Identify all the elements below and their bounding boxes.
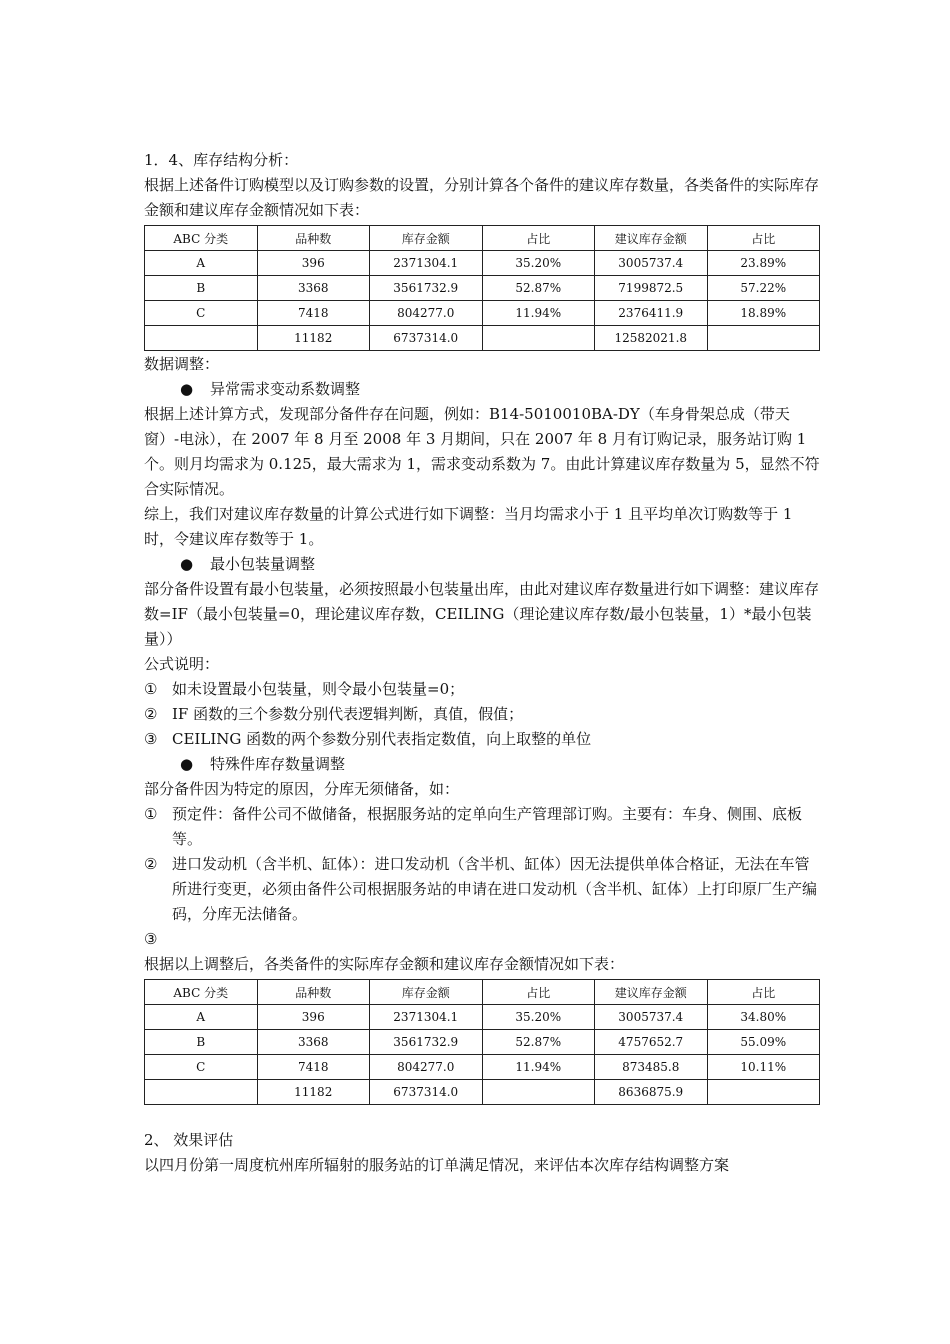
table-cell: 2376411.9	[595, 301, 708, 326]
list-number: ①	[144, 680, 158, 698]
bullet-item	[144, 552, 820, 577]
paragraph: 部分备件因为特定的原因，分库无须储备，如：	[144, 780, 460, 798]
paragraph: 以四月份第一周度杭州库所辐射的服务站的订单满足情况，来评估本次库存结构调整方案	[144, 1156, 730, 1174]
table-cell: 35.20%	[482, 251, 595, 276]
table-row	[145, 1055, 820, 1080]
table-cell: 11182	[257, 326, 370, 351]
table-cell: 11.94%	[482, 301, 595, 326]
table-cell	[145, 326, 258, 351]
table-cell	[707, 1080, 820, 1105]
list-text	[172, 927, 820, 952]
table-header-cell: 库存金额	[370, 226, 483, 251]
list-item	[144, 852, 820, 927]
table-row	[145, 301, 820, 326]
table-row	[145, 276, 820, 301]
table-cell: 3561732.9	[370, 1030, 483, 1055]
list-item	[144, 677, 820, 702]
table-cell	[145, 1080, 258, 1105]
table-total-row	[145, 1080, 820, 1105]
table-header-cell: 品种数	[257, 226, 370, 251]
table-cell: 3005737.4	[595, 251, 708, 276]
table-header-row	[145, 980, 820, 1005]
table-cell: 35.20%	[482, 1005, 595, 1030]
list-item	[144, 727, 820, 752]
table-row	[145, 251, 820, 276]
section-heading: 2、 效果评估	[144, 1131, 234, 1149]
table-header-cell: 占比	[707, 226, 820, 251]
table-cell: 12582021.8	[595, 326, 708, 351]
table-cell	[707, 326, 820, 351]
paragraph: 根据以上调整后，各类备件的实际库存金额和建议库存金额情况如下表：	[144, 955, 625, 973]
table-cell: 873485.8	[595, 1055, 708, 1080]
table-header-cell: ABC 分类	[145, 980, 258, 1005]
spacer	[144, 1106, 820, 1128]
intro-paragraph: 根据上述备件订购模型以及订购参数的设置，分别计算各个备件的建议库存数量，各类备件的实际库存金额和建议库存金额情况如下表：	[144, 176, 820, 219]
bullet-label: 异常需求变动系数调整	[210, 380, 361, 398]
table-cell: 4757652.7	[595, 1030, 708, 1055]
table-cell: 57.22%	[707, 276, 820, 301]
list-item	[144, 702, 820, 727]
list-text: IF 函数的三个参数分别代表逻辑判断，真值，假值；	[172, 705, 524, 723]
table-cell: 6737314.0	[370, 1080, 483, 1105]
table-cell: 55.09%	[707, 1030, 820, 1055]
table-cell: 2371304.1	[370, 1005, 483, 1030]
table-cell: A	[145, 251, 258, 276]
inventory-table-1	[144, 225, 820, 351]
table-cell: 23.89%	[707, 251, 820, 276]
table-cell	[482, 326, 595, 351]
table-header-cell: 占比	[482, 980, 595, 1005]
paragraph: 根据上述计算方式，发现部分备件存在问题，例如：B14-5010010BA-DY（车身骨架总成（带天窗）-电泳），在 2007 年 8 月至 2008 年 3 月期间，只在 2007 年 8 月有订购记录，服务站订购 1 个。则月均需求为 0.125，最大需求为 1，需求变动系数为 7。由此计算建议库存数量为 5，显然不符合实际情况。	[144, 405, 820, 498]
list-text: 预定件：备件公司不做储备，根据服务站的定单向生产管理部订购。主要有：车身、侧围、底板等。	[172, 805, 803, 848]
table-cell: 3005737.4	[595, 1005, 708, 1030]
table-cell: 52.87%	[482, 276, 595, 301]
list-number: ②	[144, 855, 158, 873]
list-text: 进口发动机（含半机、缸体）：进口发动机（含半机、缸体）因无法提供单体合格证，无法在车管所进行变更，必须由备件公司根据服务站的申请在进口发动机（含半机、缸体）上打印原厂生产编码，分库无法储备。	[172, 855, 818, 923]
table-cell: A	[145, 1005, 258, 1030]
table-cell: C	[145, 1055, 258, 1080]
list-item	[144, 802, 820, 852]
table-cell: 396	[257, 1005, 370, 1030]
table-cell: 11182	[257, 1080, 370, 1105]
paragraph: 部分备件设置有最小包装量，必须按照最小包装量出库，由此对建议库存数量进行如下调整：建议库存数=IF（最小包装量=0，理论建议库存数，CEILING（理论建议库存数/最小包装量，1）*最小包装量））	[144, 580, 820, 648]
table-cell: 804277.0	[370, 301, 483, 326]
table-row	[145, 1030, 820, 1055]
paragraph: 综上，我们对建议库存数量的计算公式进行如下调整：当月均需求小于 1 且平均单次订购数等于 1 时，令建议库存数等于 1。	[144, 505, 793, 548]
table-cell	[482, 1080, 595, 1105]
table-cell: 804277.0	[370, 1055, 483, 1080]
bullet-item	[144, 752, 820, 777]
table-cell: 34.80%	[707, 1005, 820, 1030]
list-number: ①	[144, 805, 158, 823]
bullet-dot-icon: ●	[180, 555, 194, 573]
table-cell: 3368	[257, 276, 370, 301]
list-item	[144, 927, 820, 952]
section-heading: 1．4、库存结构分析：	[144, 151, 299, 169]
table-cell: 396	[257, 251, 370, 276]
table-header-cell: 占比	[707, 980, 820, 1005]
list-number: ③	[144, 930, 158, 948]
list-text: CEILING 函数的两个参数分别代表指定数值，向上取整的单位	[172, 730, 592, 748]
table-cell: 18.89%	[707, 301, 820, 326]
bullet-label: 特殊件库存数量调整	[210, 755, 346, 773]
table-header-row	[145, 226, 820, 251]
table-cell: 3368	[257, 1030, 370, 1055]
table-cell: 7418	[257, 1055, 370, 1080]
table-header-cell: 占比	[482, 226, 595, 251]
table-cell: 52.87%	[482, 1030, 595, 1055]
table-cell: 7199872.5	[595, 276, 708, 301]
list-number: ②	[144, 705, 158, 723]
formula-title: 公式说明：	[144, 655, 220, 673]
table-cell: 7418	[257, 301, 370, 326]
table-cell: 11.94%	[482, 1055, 595, 1080]
inventory-table-2	[144, 979, 820, 1105]
table-header-cell: 建议库存金额	[595, 226, 708, 251]
table-cell: C	[145, 301, 258, 326]
bullet-label: 最小包装量调整	[210, 555, 316, 573]
table-header-cell: ABC 分类	[145, 226, 258, 251]
bullet-dot-icon: ●	[180, 380, 194, 398]
table-total-row	[145, 326, 820, 351]
table-cell: 8636875.9	[595, 1080, 708, 1105]
adjust-title: 数据调整：	[144, 355, 220, 373]
table-cell: B	[145, 1030, 258, 1055]
bullet-item	[144, 377, 820, 402]
bullet-dot-icon: ●	[180, 755, 194, 773]
table-cell: 10.11%	[707, 1055, 820, 1080]
table-cell: B	[145, 276, 258, 301]
table-cell: 6737314.0	[370, 326, 483, 351]
table-row	[145, 1005, 820, 1030]
table-cell: 2371304.1	[370, 251, 483, 276]
table-cell: 3561732.9	[370, 276, 483, 301]
document-page	[144, 148, 820, 1178]
table-header-cell: 建议库存金额	[595, 980, 708, 1005]
list-text: 如未设置最小包装量，则令最小包装量=0；	[172, 680, 465, 698]
table-header-cell: 库存金额	[370, 980, 483, 1005]
table-header-cell: 品种数	[257, 980, 370, 1005]
list-number: ③	[144, 730, 158, 748]
